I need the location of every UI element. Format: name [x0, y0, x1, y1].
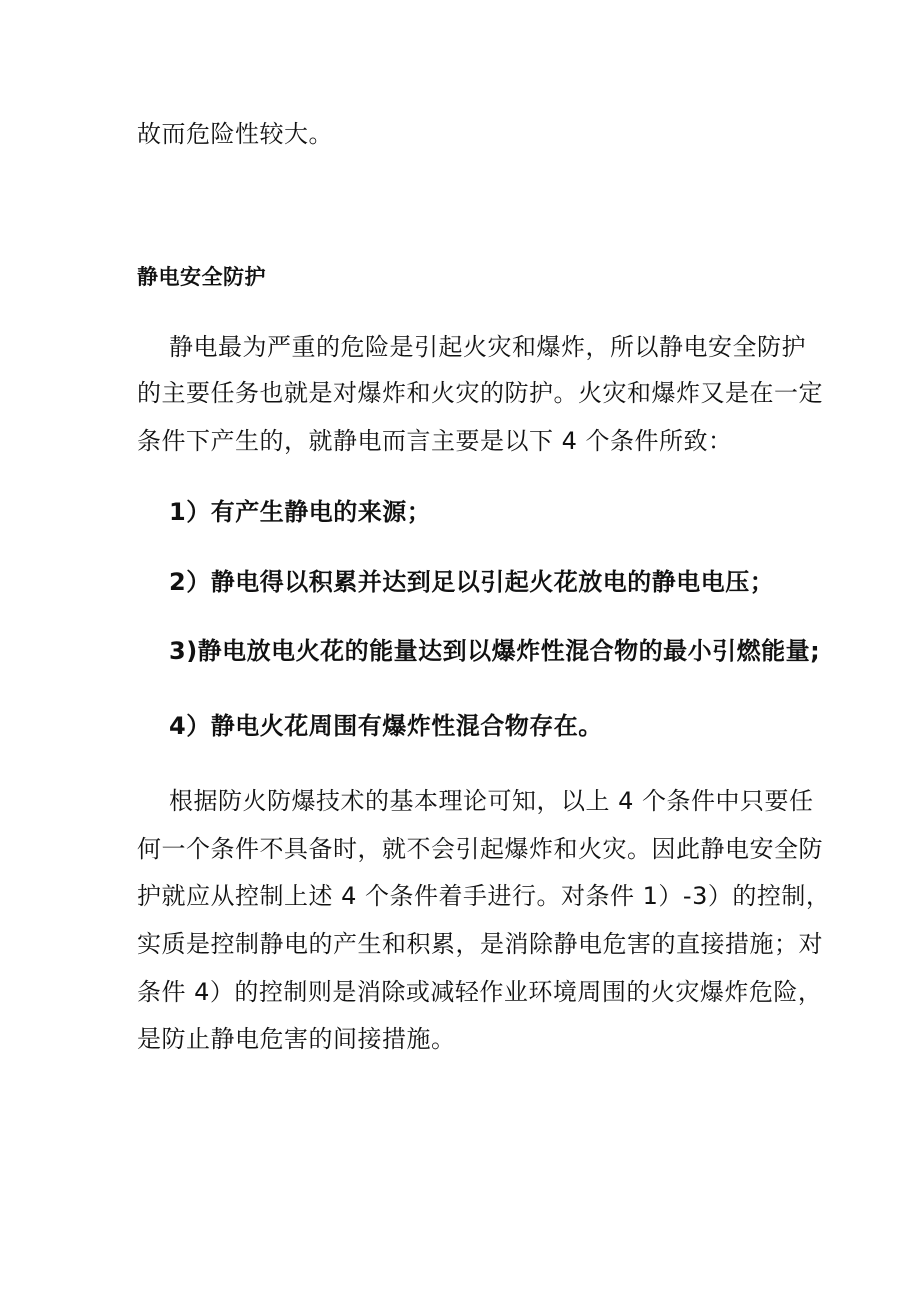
condition-item-1: 1）有产生静电的来源； — [169, 498, 432, 526]
intro-tail-text: 故而危险性较大。 — [137, 120, 333, 148]
paragraph2-line: 护就应从控制上述 4 个条件着手进行。对条件 1）-3）的控制， — [137, 882, 831, 910]
paragraph1-line: 的主要任务也就是对爆炸和火灾的防护。火灾和爆炸又是在一定 — [137, 379, 823, 407]
paragraph1-line: 条件下产生的，就静电而言主要是以下 4 个条件所致： — [137, 427, 733, 455]
paragraph2-line: 何一个条件不具备时，就不会引起爆炸和火灾。因此静电安全防 — [137, 835, 823, 863]
paragraph1-line: 静电最为严重的危险是引起火灾和爆炸，所以静电安全防护 — [169, 333, 806, 361]
condition-item-2: 2）静电得以积累并达到足以引起火花放电的静电电压； — [169, 568, 775, 596]
condition-item-4: 4）静电火花周围有爆炸性混合物存在。 — [169, 712, 603, 740]
section-heading: 静电安全防护 — [137, 265, 266, 289]
paragraph2-line: 根据防火防爆技术的基本理论可知，以上 4 个条件中只要任 — [169, 787, 814, 815]
condition-item-3: 3)静电放电火花的能量达到以爆炸性混合物的最小引燃能量; — [169, 637, 821, 665]
paragraph2-line: 条件 4）的控制则是消除或减轻作业环境周围的火灾爆炸危险， — [137, 978, 823, 1006]
paragraph2-line: 实质是控制静电的产生和积累，是消除静电危害的直接措施；对 — [137, 930, 823, 958]
paragraph2-line: 是防止静电危害的间接措施。 — [137, 1025, 456, 1053]
